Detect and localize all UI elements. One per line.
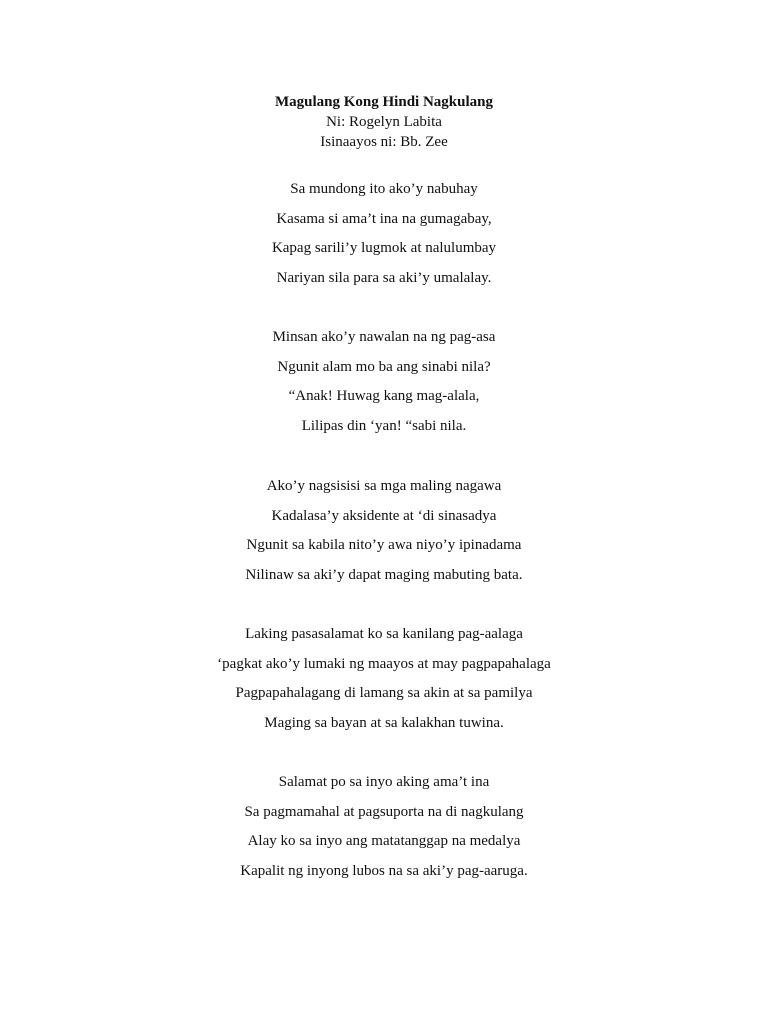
poem-title: Magulang Kong Hindi Nagkulang: [275, 94, 493, 110]
poem-line: Sa mundong ito ako’y nabuhay: [290, 181, 478, 197]
poem-line: ‘pagkat ako’y lumaki ng maayos at may pagpapahalaga: [217, 655, 551, 672]
poem-arranger: Isinaayos ni: Bb. Zee: [320, 134, 448, 150]
stanza-1: [0, 179, 768, 297]
poem-line: “Anak! Huwag kang mag-alala,: [288, 388, 480, 404]
stanza-4: [0, 624, 768, 742]
poem-line: Pagpapahalagang di lamang sa akin at sa pamilya: [235, 685, 533, 701]
poem-line: Minsan ako’y nawalan na ng pag-asa: [272, 329, 496, 345]
poem-line: Sa pagmamahal at pagsuporta na di nagkulang: [244, 803, 524, 820]
stanza-5: [0, 772, 768, 890]
poem-line: Alay ko sa inyo ang matatanggap na medalya: [247, 833, 521, 849]
poem-line: Kapalit ng inyong lubos na sa aki’y pag-aaruga.: [240, 862, 528, 879]
poem-line: Lilipas din ‘yan! “sabi nila.: [301, 417, 467, 434]
poem-line: Laking pasasalamat ko sa kanilang pag-aalaga: [245, 626, 523, 642]
poem-header: [0, 92, 768, 152]
poem-line: Ako’y nagsisisi sa mga maling nagawa: [266, 478, 502, 494]
stanza-3: [0, 476, 768, 594]
poem-line: Nariyan sila para sa aki’y umalalay.: [276, 269, 492, 286]
poem-line: Salamat po sa inyo aking ama’t ina: [278, 774, 490, 790]
poem-line: Kadalasa’y aksidente at ‘di sinasadya: [271, 507, 497, 524]
poem-line: Nilinaw sa aki’y dapat maging mabuting bata.: [245, 566, 523, 583]
poem-line: Maging sa bayan at sa kalakhan tuwina.: [264, 714, 504, 731]
poem-line: Ngunit sa kabila nito’y awa niyo’y ipinadama: [246, 537, 522, 553]
poem-line: Ngunit alam mo ba ang sinabi nila?: [277, 358, 491, 375]
poem-line: Kapag sarili’y lugmok at nalulumbay: [271, 240, 497, 256]
poem-author: Ni: Rogelyn Labita: [326, 114, 442, 130]
poem-line: Kasama si ama’t ina na gumagabay,: [276, 210, 492, 227]
stanza-2: [0, 327, 768, 445]
